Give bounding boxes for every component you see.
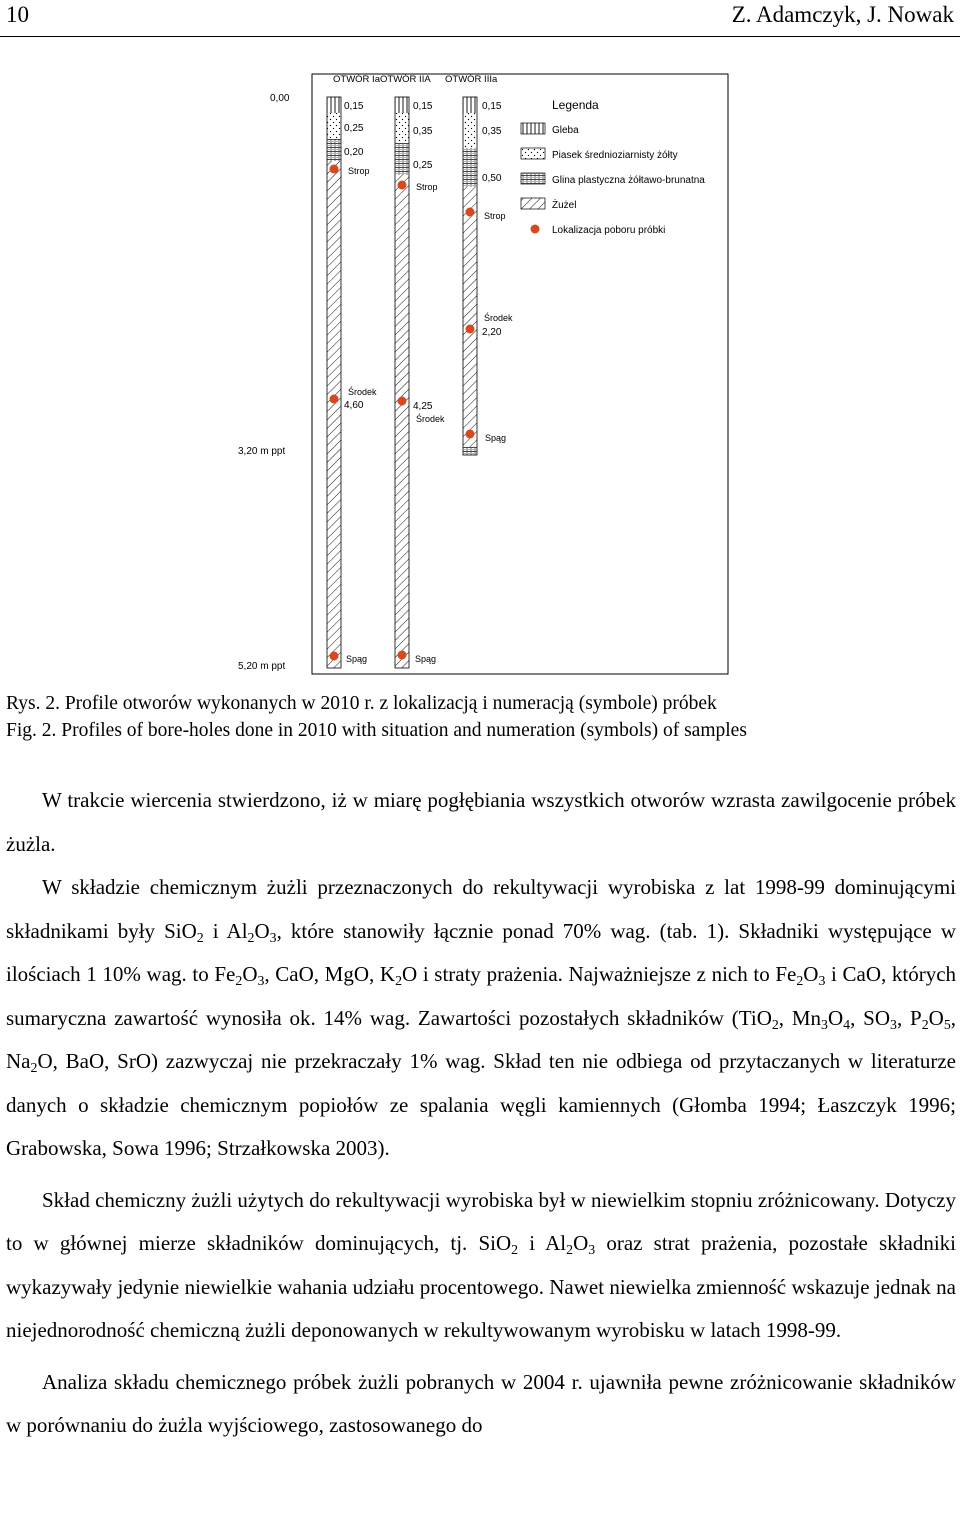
hole3-strop-label: Strop — [484, 211, 506, 221]
hole2-depth-0-25: 0,25 — [413, 160, 433, 171]
hole2-strop-label: Strop — [416, 182, 438, 192]
hole-title-3: OTWÓR IIIa — [445, 74, 498, 85]
legend-item-gleba: Gleba — [552, 125, 579, 136]
hole1-strop-label: Strop — [348, 166, 370, 176]
borehole-column-3 — [463, 97, 477, 455]
depth-bottom-label: 5,20 m ppt — [238, 661, 286, 672]
sample-marker-3-spag — [466, 430, 475, 439]
hole1-spag-label: Spąg — [346, 654, 368, 664]
hole1-depth-0-25: 0,25 — [344, 123, 364, 134]
page-number: 10 — [6, 2, 29, 27]
sample-marker-2-srodek — [398, 397, 407, 406]
hole1-depth-0-20: 0,20 — [344, 147, 364, 158]
sample-marker-2-strop — [398, 181, 407, 190]
hole2-spag-label: Spąg — [415, 654, 437, 664]
hole2-depth-0-35: 0,35 — [413, 126, 433, 137]
paragraph-2: W składzie chemicznym żużli przeznaczonych do rekultywacji wyrobiska z lat 1998-99 dominującymi składnikami były SiO$_2$ i $Al_2O_3$, które stanowiły łącznie ponad 70% wag. (tab. 1). Składniki występujące w ilościach 1 10% wag. to $Fe_2O_3$, CaO, MgO, $K_2O$ i straty prażenia. Najważniejsze z nich to $Fe_2O_3$ i CaO, których sumaryczna zawartość wynosiła ok. 14% wag. Zawartości pozostałych składników (TiO$_2$, $Mn_3O_4$, $SO_3$, $P_2O_5$, $Na_2O$, BaO, SrO) zazwyczaj nie przekraczały 1% wag. Skład ten nie odbiega od przytaczanych w literaturze danych o składzie chemicznym popiołów ze spalania węgli kamiennych (Głomba 1994; Łaszczyk 1996; Grabowska, Sowa 1996; Strzałkowska 2003). — [6, 875, 957, 1160]
hole3-depth-0-15: 0,15 — [482, 101, 502, 112]
body-text — [6, 779, 956, 1448]
running-title: Z. Adamczyk, J. Nowak — [731, 2, 954, 27]
hole3-srodek-depth: 2,20 — [482, 327, 502, 338]
legend — [521, 98, 705, 236]
paragraph-1: W trakcie wiercenia stwierdzono, iż w miarę pogłębiania wszystkich otworów wzrasta zawilgocenie próbek żużla. — [6, 788, 956, 856]
hole1-srodek-depth: 4,60 — [344, 400, 364, 411]
borehole-column-1 — [327, 97, 341, 668]
running-header — [0, 0, 960, 37]
sample-marker-1-srodek — [330, 395, 339, 404]
sample-marker-1-strop — [330, 165, 339, 174]
hole3-depth-0-35: 0,35 — [482, 126, 502, 137]
paragraph-3: Skład chemiczny żużli użytych do rekultywacji wyrobiska był w niewielkim stopniu zróżnicowany. Dotyczy to w głównej mierze składników dominujących, tj. SiO$_2$ i $Al_2O_3$ oraz strat prażenia, pozostałe składniki wykazywały jedynie niewielkie wahania udziału procentowego. Nawet niewielka zmienność wskazuje jednak na niejednorodność chemiczną żużli deponowanych w rekultywowanym wyrobisku w latach 1998-99. — [6, 1187, 956, 1342]
legend-sample-marker-icon — [531, 225, 540, 234]
hole3-spag-label: Spąg — [485, 433, 507, 443]
hole2-depth-0-15: 0,15 — [413, 101, 433, 112]
hole1-depth-0-15: 0,15 — [344, 101, 364, 112]
hole2-srodek-depth: 4,25 — [413, 401, 433, 412]
figure-caption — [6, 690, 747, 744]
legend-title: Legenda — [552, 98, 599, 112]
sample-marker-2-spag — [398, 651, 407, 660]
depth-mid-label: 3,20 m ppt — [238, 446, 286, 457]
caption-english: Fig. 2. Profiles of bore-holes done in 2010 with situation and numeration (symbols) of samples — [6, 720, 747, 741]
hole2-srodek-label: Środek — [416, 414, 445, 424]
borehole-profiles-figure — [230, 67, 730, 677]
depth-top-label: 0,00 — [270, 93, 290, 104]
legend-item-glina: Glina plastyczna żółtawo-brunatna — [552, 175, 705, 186]
sample-marker-3-strop — [466, 208, 475, 217]
sample-marker-3-srodek — [466, 325, 475, 334]
caption-polish: Rys. 2. Profile otworów wykonanych w 2010 r. z lokalizacją i numeracją (symbole) próbek — [6, 693, 717, 714]
legend-item-piasek: Piasek średnioziarnisty żółty — [552, 150, 678, 161]
legend-item-zuzel: Żużel — [552, 200, 577, 211]
legend-item-sample: Lokalizacja poboru próbki — [552, 225, 666, 236]
hole-title-2: OTWÓR IIA — [380, 74, 431, 85]
hole1-srodek-label: Środek — [348, 387, 377, 397]
paragraph-4: Analiza składu chemicznego próbek żużli pobranych w 2004 r. ujawniła pewne zróżnicowanie składników w porównaniu do żużla wyjściowego, zastosowanego do — [6, 1369, 956, 1437]
sample-marker-1-spag — [330, 652, 339, 661]
hole-title-1: OTWÓR Ia — [333, 74, 380, 85]
hole3-srodek-label: Środek — [484, 313, 513, 323]
figure-frame — [312, 74, 728, 674]
hole3-depth-0-50: 0,50 — [482, 173, 502, 184]
